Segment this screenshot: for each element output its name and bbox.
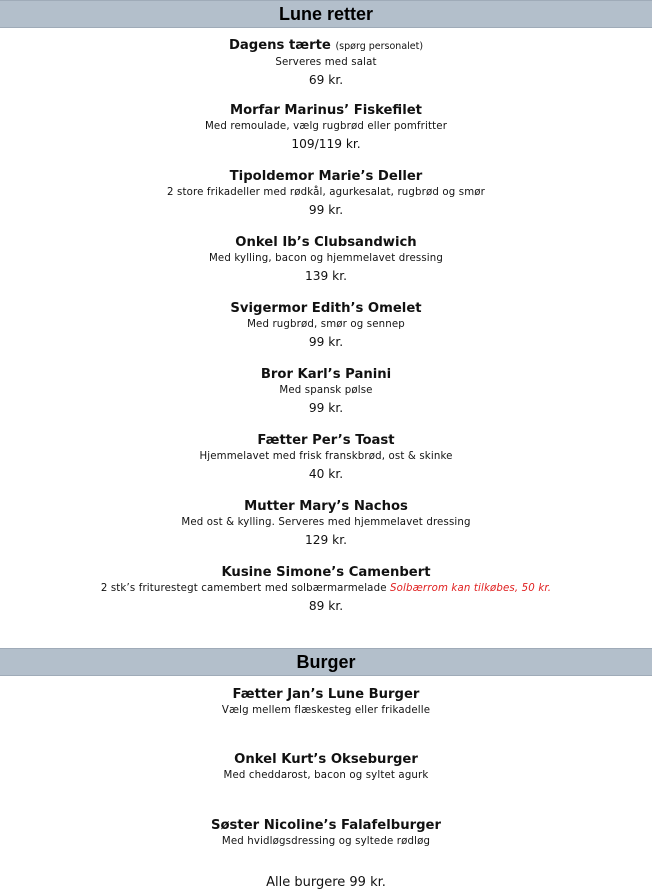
menu-item-camenbert bbox=[0, 565, 652, 616]
item-description: Med hvidløgsdressing og syltede rødløg bbox=[221, 836, 431, 847]
item-price: 139 kr. bbox=[305, 269, 347, 283]
item-name: Søster Nicoline’s Falafelburger bbox=[211, 818, 441, 833]
item-price: 89 kr. bbox=[308, 599, 344, 613]
menu-item-nachos bbox=[0, 499, 652, 550]
item-description: 2 store frikadeller med rødkål, agurkesalat, rugbrød og smør bbox=[167, 187, 485, 198]
item-price: 40 kr. bbox=[308, 467, 344, 481]
item-price: 69 kr. bbox=[308, 73, 344, 87]
item-price: 109/119 kr. bbox=[291, 137, 361, 151]
item-description: Med rugbrød, smør og sennep bbox=[247, 319, 405, 330]
menu-item-fiskefilet bbox=[0, 103, 652, 154]
item-description: 2 stk’s friturestegt camembert med solbærmarmelade bbox=[100, 583, 387, 594]
menu-item-panini bbox=[0, 367, 652, 418]
item-name: Svigermor Edith’s Omelet bbox=[230, 301, 422, 316]
item-description: Vælg mellem flæskesteg eller frikadelle bbox=[221, 705, 431, 716]
item-name: Bror Karl’s Panini bbox=[260, 367, 392, 382]
item-description: Serveres med salat bbox=[275, 57, 377, 68]
item-name: Kusine Simone’s Camenbert bbox=[221, 565, 431, 580]
item-price: 99 kr. bbox=[308, 335, 344, 349]
section-header-burger bbox=[0, 648, 652, 676]
item-name: Tipoldemor Marie’s Deller bbox=[229, 169, 423, 184]
item-price: 99 kr. bbox=[308, 203, 344, 217]
menu-item-deller bbox=[0, 169, 652, 220]
item-name: Dagens tærte bbox=[228, 38, 331, 53]
burger-price-footer: Alle burgere 99 kr. bbox=[266, 875, 386, 890]
item-price: 129 kr. bbox=[305, 533, 347, 547]
item-name: Morfar Marinus’ Fiskefilet bbox=[230, 103, 422, 118]
section-title: Lune retter bbox=[278, 3, 374, 24]
item-name: Fætter Per’s Toast bbox=[257, 433, 395, 448]
item-name: Onkel Kurt’s Okseburger bbox=[234, 752, 418, 767]
menu-item-toast bbox=[0, 433, 652, 484]
menu-item-lune-burger bbox=[0, 687, 652, 719]
item-name: Mutter Mary’s Nachos bbox=[244, 499, 408, 514]
item-extra-offer: Solbærrom kan tilkøbes, 50 kr. bbox=[390, 583, 552, 594]
menu-item-omelet bbox=[0, 301, 652, 352]
item-description: Med cheddarost, bacon og syltet agurk bbox=[223, 770, 429, 781]
item-name: Fætter Jan’s Lune Burger bbox=[232, 687, 420, 702]
item-description: Hjemmelavet med frisk franskbrød, ost & skinke bbox=[199, 451, 453, 462]
item-price: 99 kr. bbox=[308, 401, 344, 415]
item-note: (spørg personalet) bbox=[335, 41, 424, 52]
menu-item-falafelburger bbox=[0, 818, 652, 850]
menu-item-clubsandwich bbox=[0, 235, 652, 286]
item-description: Med kylling, bacon og hjemmelavet dressing bbox=[208, 253, 444, 264]
menu-item-dagens-taerte bbox=[0, 38, 652, 90]
item-description: Med remoulade, vælg rugbrød eller pomfritter bbox=[204, 121, 448, 132]
section-title: Burger bbox=[296, 651, 356, 672]
section-header-lune-retter bbox=[0, 0, 652, 28]
item-name: Onkel Ib’s Clubsandwich bbox=[235, 235, 417, 250]
item-description: Med ost & kylling. Serveres med hjemmelavet dressing bbox=[181, 517, 471, 528]
menu-item-okseburger bbox=[0, 752, 652, 784]
item-description: Med spansk pølse bbox=[279, 385, 373, 396]
